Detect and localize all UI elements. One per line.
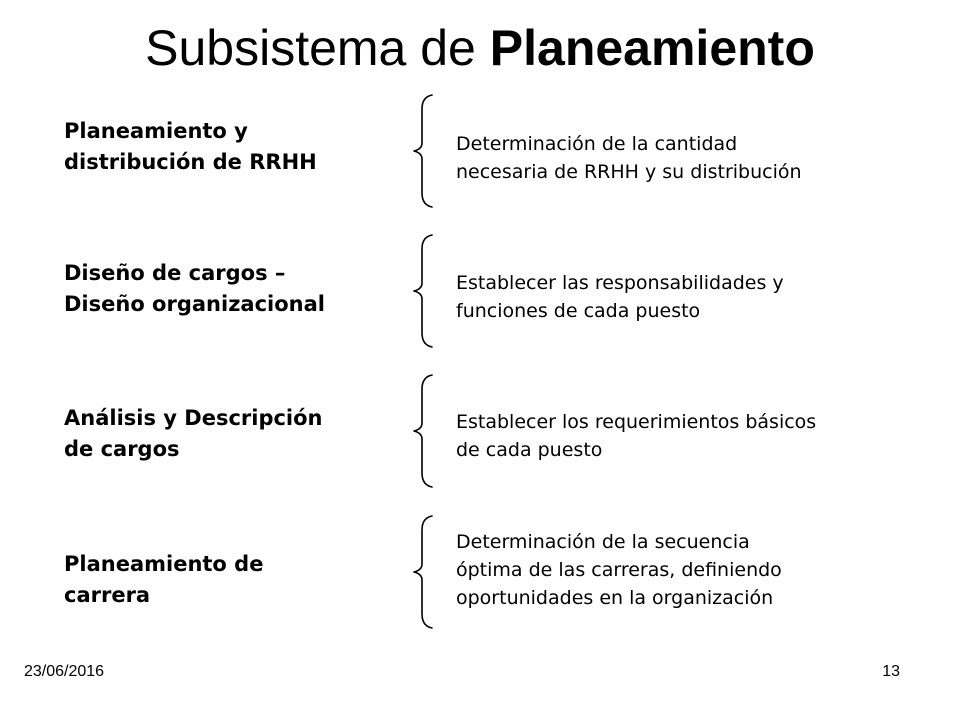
left-brace-icon	[404, 373, 436, 489]
description-line: Establecer las responsabilidades y	[456, 272, 784, 294]
description-line: Establecer los requerimientos básicos	[456, 411, 817, 433]
description-planeamiento-distribucion	[456, 130, 946, 186]
term-line: Análisis y Descripción	[64, 406, 323, 430]
description-line: necesaria de RRHH y su distribución	[456, 161, 802, 183]
description-line: oportunidades en la organización	[456, 587, 774, 609]
slide-title	[0, 18, 960, 78]
title-text-bold: Planeamiento	[489, 20, 815, 76]
title-text-regular: Subsistema de	[145, 20, 490, 76]
term-analisis-descripcion	[64, 403, 404, 465]
term-diseno-cargos	[64, 258, 404, 320]
term-line: carrera	[64, 583, 151, 607]
left-brace-icon	[404, 93, 436, 209]
term-line: de cargos	[64, 437, 180, 461]
term-line: distribución de RRHH	[64, 150, 317, 174]
term-line: Planeamiento y	[64, 119, 248, 143]
page-number: 13	[882, 663, 900, 680]
description-line: Determinación de la secuencia	[456, 531, 750, 553]
description-planeamiento-carrera	[456, 528, 946, 612]
left-brace-icon	[404, 233, 436, 349]
left-brace-icon	[404, 514, 436, 630]
term-line: Diseño de cargos –	[64, 261, 286, 285]
term-planeamiento-carrera	[64, 549, 404, 611]
description-diseno-cargos	[456, 269, 946, 325]
description-line: de cada puesto	[456, 439, 603, 461]
footer-date: 23/06/2016	[24, 663, 105, 680]
term-planeamiento-distribucion	[64, 116, 404, 178]
description-line: Determinación de la cantidad	[456, 133, 738, 155]
description-line: óptima de las carreras, definiendo	[456, 559, 782, 581]
description-analisis-descripcion	[456, 408, 946, 464]
term-line: Planeamiento de	[64, 552, 264, 576]
description-line: funciones de cada puesto	[456, 300, 701, 322]
term-line: Diseño organizacional	[64, 292, 325, 316]
